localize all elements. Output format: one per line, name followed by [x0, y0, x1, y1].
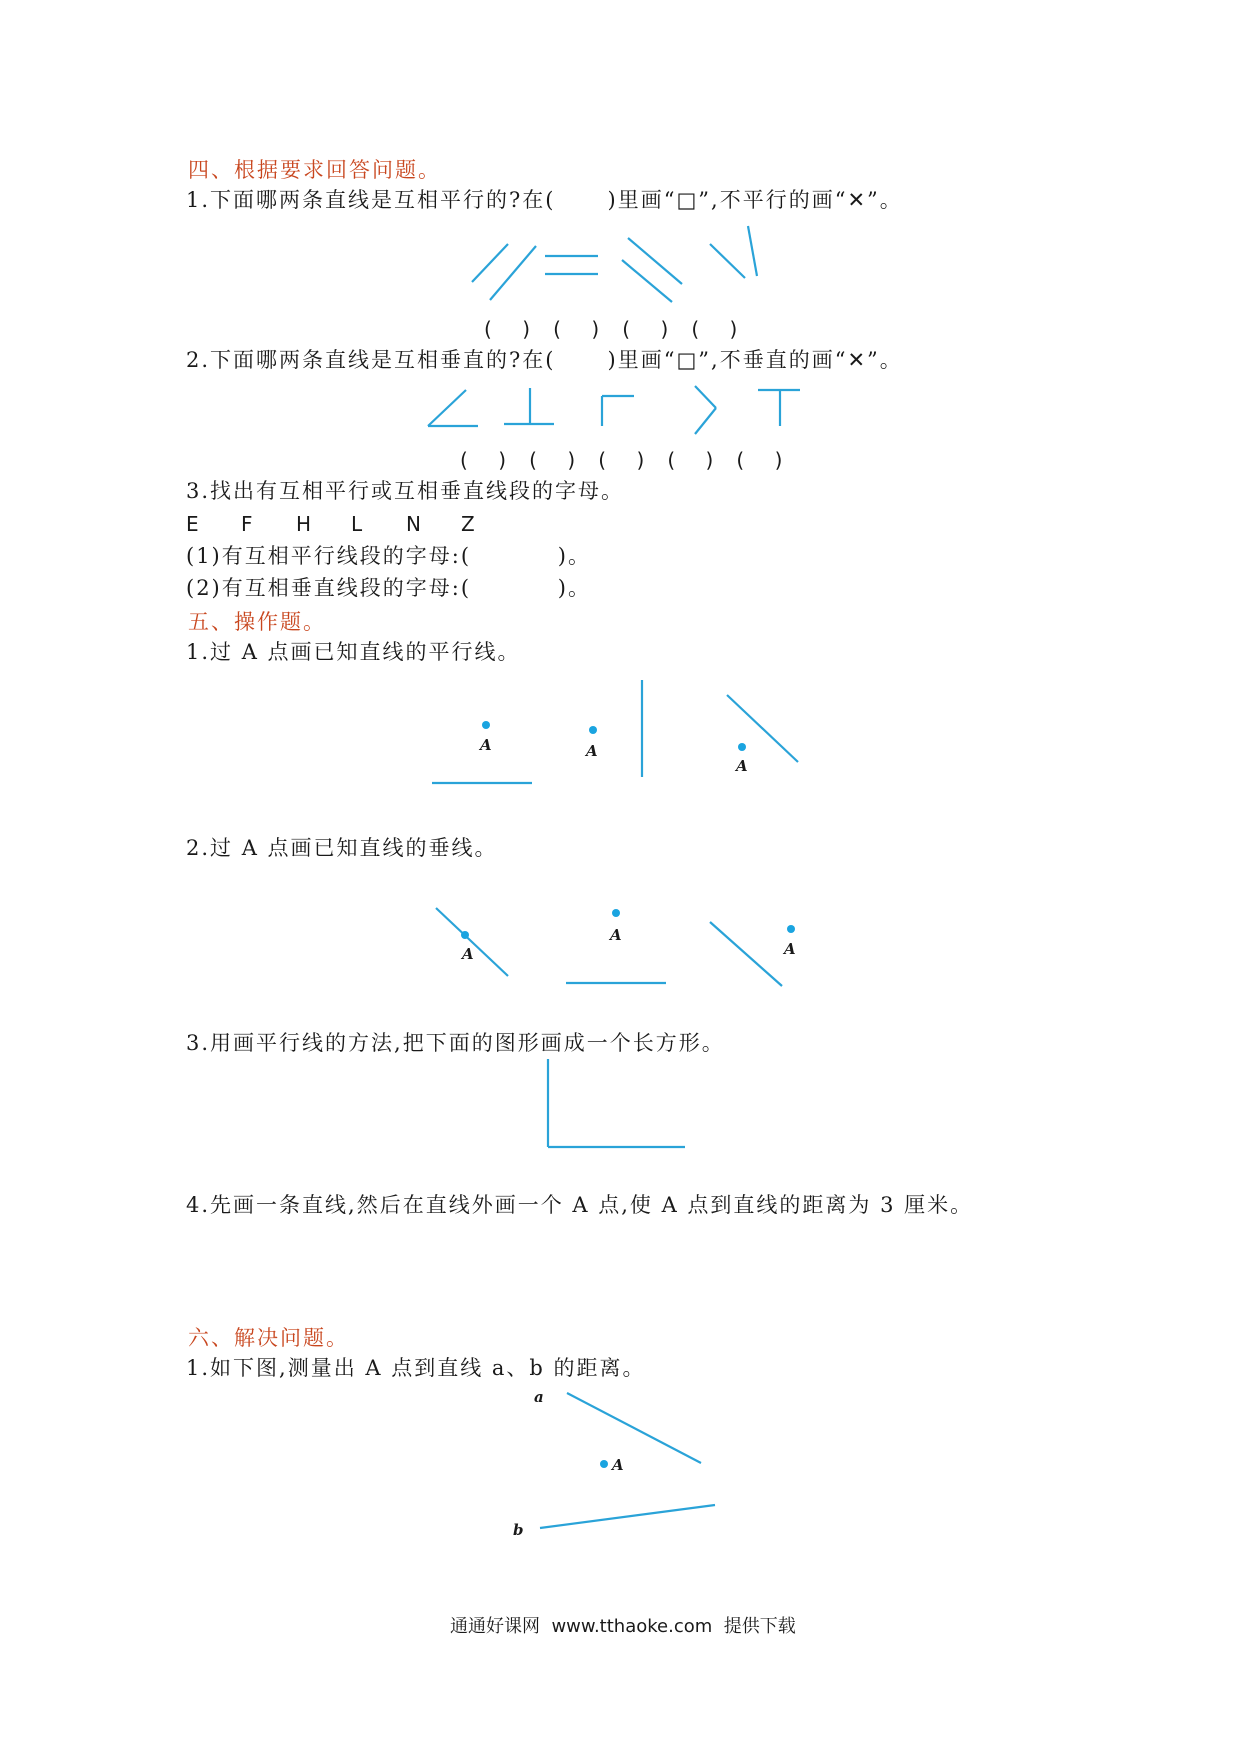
given-line-3: [710, 922, 782, 986]
figure-1-line-a: [428, 390, 466, 426]
section5-question-1: 1.过 A 点画已知直线的平行线。: [186, 640, 521, 664]
section4-question-2: 2.下面哪两条直线是互相垂直的?在( )里画“□”,不垂直的画“✕”。: [186, 348, 903, 372]
given-line-1: [436, 908, 508, 976]
letter-E: E: [186, 512, 199, 536]
section4-heading: 四、根据要求回答问题。: [188, 158, 441, 182]
parallel-answer-parens[interactable]: ( ) ( ) ( ) ( ): [484, 317, 739, 341]
point-A-2: [612, 909, 620, 917]
line-b-label: b: [513, 1521, 524, 1539]
partial-rectangle-figure: [540, 1055, 690, 1155]
point-A-3: [787, 925, 795, 933]
figure-4-line-b: [748, 226, 757, 276]
letter-N: N: [406, 512, 421, 536]
point-A-2-label: A: [610, 926, 622, 944]
point-A-3-label: A: [784, 940, 796, 958]
point-A-1: [461, 931, 469, 939]
perpendicular-answer-parens[interactable]: ( ) ( ) ( ) ( ) ( ): [460, 448, 784, 472]
letter-Z: Z: [461, 512, 475, 536]
section4-question-3-part-2: (2)有互相垂直线段的字母:( )。: [186, 576, 591, 600]
section6-question-1: 1.如下图,测量出 A 点到直线 a、b 的距离。: [186, 1356, 646, 1380]
letter-row: [186, 512, 516, 536]
perpendicular-drawing-figures: [420, 880, 820, 1000]
section4-question-3-part-1: (1)有互相平行线段的字母:( )。: [186, 544, 591, 568]
point-A-1-label: A: [462, 945, 474, 963]
section5-question-4: 4.先画一条直线,然后在直线外画一个 A 点,使 A 点到直线的距离为 3 厘米。: [186, 1193, 974, 1217]
line-b: [540, 1505, 715, 1528]
given-line-3: [727, 695, 798, 762]
point-A-label: A: [612, 1456, 624, 1474]
figure-4-line-a: [710, 244, 745, 278]
section5-heading: 五、操作题。: [188, 610, 326, 634]
letter-L: L: [351, 512, 363, 536]
footer: 通通好课网 www.tthaoke.com 提供下载: [450, 1616, 796, 1637]
point-A-1: [482, 721, 490, 729]
point-A-2: [589, 726, 597, 734]
figure-1-line-b: [490, 246, 536, 300]
perpendicular-figures: [420, 380, 820, 440]
point-A: [600, 1460, 608, 1468]
section6-heading: 六、解决问题。: [188, 1326, 349, 1350]
figure-1-line-a: [472, 244, 508, 282]
point-A-2-label: A: [586, 742, 598, 760]
parallel-figures: [460, 220, 790, 310]
figure-4-line-a: [695, 386, 716, 408]
figure-3-line-a: [628, 238, 682, 284]
line-a: [567, 1393, 701, 1463]
figure-3-line-b: [622, 260, 672, 302]
letter-H: H: [296, 512, 312, 536]
section4-question-3: 3.找出有互相平行或互相垂直线段的字母。: [186, 479, 625, 503]
section5-question-2: 2.过 A 点画已知直线的垂线。: [186, 836, 498, 860]
section4-question-1: 1.下面哪两条直线是互相平行的?在( )里画“□”,不平行的画“✕”。: [186, 188, 903, 212]
line-a-label: a: [534, 1388, 544, 1406]
section5-question-3: 3.用画平行线的方法,把下面的图形画成一个长方形。: [186, 1031, 725, 1055]
point-A-3-label: A: [736, 757, 748, 775]
point-A-1-label: A: [480, 736, 492, 754]
distance-figure: [500, 1380, 740, 1540]
letter-F: F: [241, 512, 253, 536]
point-A-3: [738, 743, 746, 751]
figure-4-line-b: [695, 408, 716, 434]
parallel-drawing-figures: [420, 670, 820, 800]
